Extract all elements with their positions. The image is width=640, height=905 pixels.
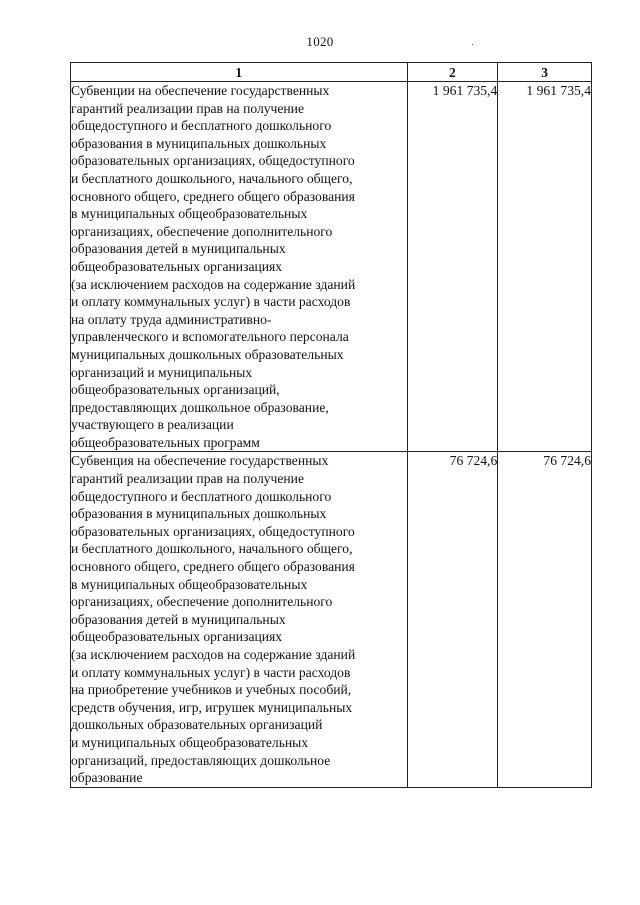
description-line: образовательных организациях, общедоступного xyxy=(71,153,355,169)
description-line: (за исключением расходов на содержание зданий xyxy=(71,276,356,292)
description-line: гарантий реализации прав на получение xyxy=(71,100,304,116)
header-row xyxy=(71,63,592,82)
description-line: общеобразовательных организациях xyxy=(71,629,283,645)
description-line: средств обучения, игр, игрушек муниципальных xyxy=(71,699,353,715)
table-row xyxy=(71,82,592,452)
description-line: организаций, предоставляющих дошкольное xyxy=(71,752,331,768)
description-line: организациях, обеспечение дополнительного xyxy=(71,594,333,610)
description-line: общеобразовательных организаций, xyxy=(71,382,280,398)
budget-table xyxy=(70,62,592,788)
amount-column-3: 1 961 735,4 xyxy=(498,82,592,452)
column-header-2: 2 xyxy=(407,63,498,82)
subvention-description xyxy=(71,452,408,787)
scan-speck xyxy=(472,44,473,45)
description-line: образования детей в муниципальных xyxy=(71,611,286,627)
description-line: и бесплатного дошкольного, начального общего, xyxy=(71,541,353,557)
column-header-3: 3 xyxy=(498,63,592,82)
description-line: основного общего, среднего общего образования xyxy=(71,559,355,575)
description-line: и муниципальных общеобразовательных xyxy=(71,734,309,750)
description-line: образования в муниципальных дошкольных xyxy=(71,506,327,522)
page-number: 1020 xyxy=(306,34,334,49)
description-line: на приобретение учебников и учебных пособий, xyxy=(71,682,352,698)
description-line: в муниципальных общеобразовательных xyxy=(71,576,308,592)
column-header-1: 1 xyxy=(71,63,408,82)
description-line: общеобразовательных организациях xyxy=(71,258,283,274)
amount-column-2: 76 724,6 xyxy=(407,452,498,787)
description-line: управленческого и вспомогательного персонала xyxy=(71,329,349,345)
amount-column-3: 76 724,6 xyxy=(498,452,592,787)
description-line: гарантий реализации прав на получение xyxy=(71,471,304,487)
description-line: Субвенция на обеспечение государственных xyxy=(71,453,329,469)
description-line: образование xyxy=(71,770,143,786)
description-line: организаций и муниципальных xyxy=(71,364,253,380)
description-line: и оплату коммунальных услуг) в части расходов xyxy=(71,294,351,310)
description-line: в муниципальных общеобразовательных xyxy=(71,206,308,222)
subvention-description xyxy=(71,82,408,452)
description-line: общедоступного и бесплатного дошкольного xyxy=(71,488,332,504)
description-line: предоставляющих дошкольное образование, xyxy=(71,399,329,415)
description-line: общеобразовательных программ xyxy=(71,434,260,450)
description-line: (за исключением расходов на содержание зданий xyxy=(71,647,356,662)
description-line: организациях, обеспечение дополнительного xyxy=(71,223,333,239)
description-line: и оплату коммунальных услуг) в части расходов xyxy=(71,664,351,680)
description-line: Субвенции на обеспечение государственных xyxy=(71,83,330,98)
description-line: участвующего в реализации xyxy=(71,417,234,433)
description-line: общедоступного и бесплатного дошкольного xyxy=(71,118,332,134)
description-line: и бесплатного дошкольного, начального общего, xyxy=(71,170,353,186)
description-line: на оплату труда административно- xyxy=(71,311,272,327)
description-line: основного общего, среднего общего образования xyxy=(71,188,355,204)
amount-column-2: 1 961 735,4 xyxy=(407,82,498,452)
description-line: образования в муниципальных дошкольных xyxy=(71,135,327,151)
description-line: образования детей в муниципальных xyxy=(71,241,286,257)
description-line: образовательных организациях, общедоступного xyxy=(71,523,355,539)
description-line: муниципальных дошкольных образовательных xyxy=(71,346,344,362)
description-line: дошкольных образовательных организаций xyxy=(71,717,323,733)
table-row xyxy=(71,452,592,787)
